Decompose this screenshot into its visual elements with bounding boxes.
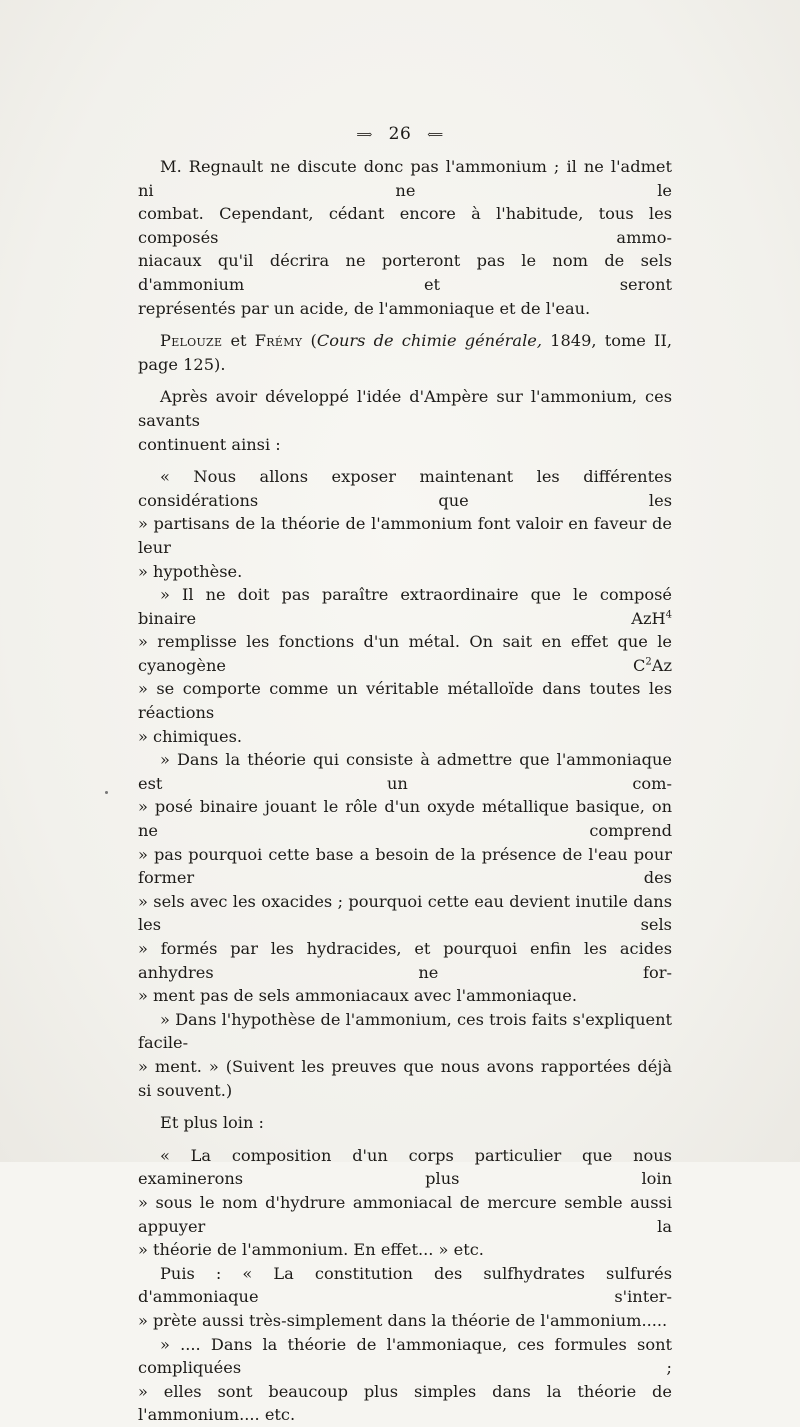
paragraph-et-plus-loin: Et plus loin : [160,1113,265,1133]
text-line: combat. Cependant, cédant encore à l'habitude, tous les composés ammo- [138,204,672,247]
line-text: » remplisse les fonctions d'un métal. On sait en effet que le cyanogène C [138,632,672,675]
author-name: Frémy [254,331,303,351]
text-line: » Dans l'hypothèse de l'ammonium, ces trois faits s'expliquent facile- [138,1009,672,1053]
text-line: » ment pas de sels ammoniacaux avec l'ammoniaque. [138,986,577,1006]
paren-open: ( [302,331,317,351]
text-line: » sous le nom d'hydrure ammoniacal de mercure semble aussi appuyer la [138,1192,672,1236]
margin-speck [105,791,108,794]
conjunction: et [222,331,255,351]
quote-block-1 [138,465,672,583]
paragraph-regnault [138,155,672,320]
page-body [138,155,672,1427]
text-line: » chimiques. [138,726,243,746]
ornament-left-icon: ⟹ [356,128,373,141]
citation-details: 1849, tome II, page 125). [138,331,672,374]
text-line [138,583,672,630]
page-number: 26 [388,124,412,144]
text-line: » ment. » (Suivent les preuves que nous avons rapportées déjà si souvent.) [138,1056,672,1100]
text-line: » prète aussi très-simplement dans la théorie de l'ammonium..... [138,1310,668,1330]
text-line [138,630,672,677]
quote-block-5 [138,1144,672,1262]
text-line: » formés par les hydracides, et pourquoi enfin les acides anhydres ne for- [138,939,672,982]
text-line: représentés par un acide, de l'ammoniaque et de l'eau. [138,298,591,318]
book-title: Cours de chimie générale, [316,331,542,351]
text-line: M. Regnault ne discute donc pas l'ammonium ; il ne l'admet ni ne le [138,157,672,200]
ornament-right-icon: ⟸ [427,128,444,141]
text-line: » Dans la théorie qui consiste à admettre que l'ammoniaque est un com- [138,750,672,793]
text-line: » elles sont beaucoup plus simples dans la théorie de l'ammonium.... etc. [138,1381,672,1425]
text-line: Après avoir développé l'idée d'Ampère sur l'ammonium, ces savants [138,387,672,430]
quote-block-3 [138,748,672,1008]
text-line: » partisans de la théorie de l'ammonium font valoir en faveur de leur [138,514,672,557]
text-line: » .... Dans la théorie de l'ammoniaque, ces formules sont compliquées ; [138,1334,672,1378]
text-line: » pas pourquoi cette base a besoin de la présence de l'eau pour former des [138,844,672,888]
superscript: 2 [645,656,652,668]
text-line: niacaux qu'il décrira ne porteront pas le nom de sels d'ammonium et seront [138,251,672,294]
page-header [0,124,800,144]
text-line: » se comporte comme un véritable métalloïde dans toutes les réactions [138,679,672,723]
text-line: » théorie de l'ammonium. En effet... » etc. [138,1240,484,1260]
line-text: » Il ne doit pas paraître extraordinaire que le composé binaire AzH [138,585,672,628]
text-line: « Nous allons exposer maintenant les différentes considérations que les [138,467,672,510]
text-line: « La composition d'un corps particulier que nous examinerons plus loin [138,1145,672,1189]
text-line: continuent ainsi : [138,434,281,454]
text-line: » posé binaire jouant le rôle d'un oxyde métallique basique, on ne comprend [138,797,672,841]
text-line: Puis : « La constitution des sulfhydrates sulfurés d'ammoniaque s'inter- [138,1263,672,1307]
paragraph-ampere [138,385,672,456]
text-line: » sels avec les oxacides ; pourquoi cette eau devient inutile dans les sels [138,891,672,935]
citation-pelouze-fremy [138,329,672,376]
quote-block-6 [138,1262,672,1427]
author-name: Pelouze [160,331,223,351]
line-text: Az [651,655,672,675]
quote-block-2 [138,583,672,748]
text-line: » hypothèse. [138,561,243,581]
superscript: 4 [665,609,672,621]
quote-block-4 [138,1008,672,1102]
